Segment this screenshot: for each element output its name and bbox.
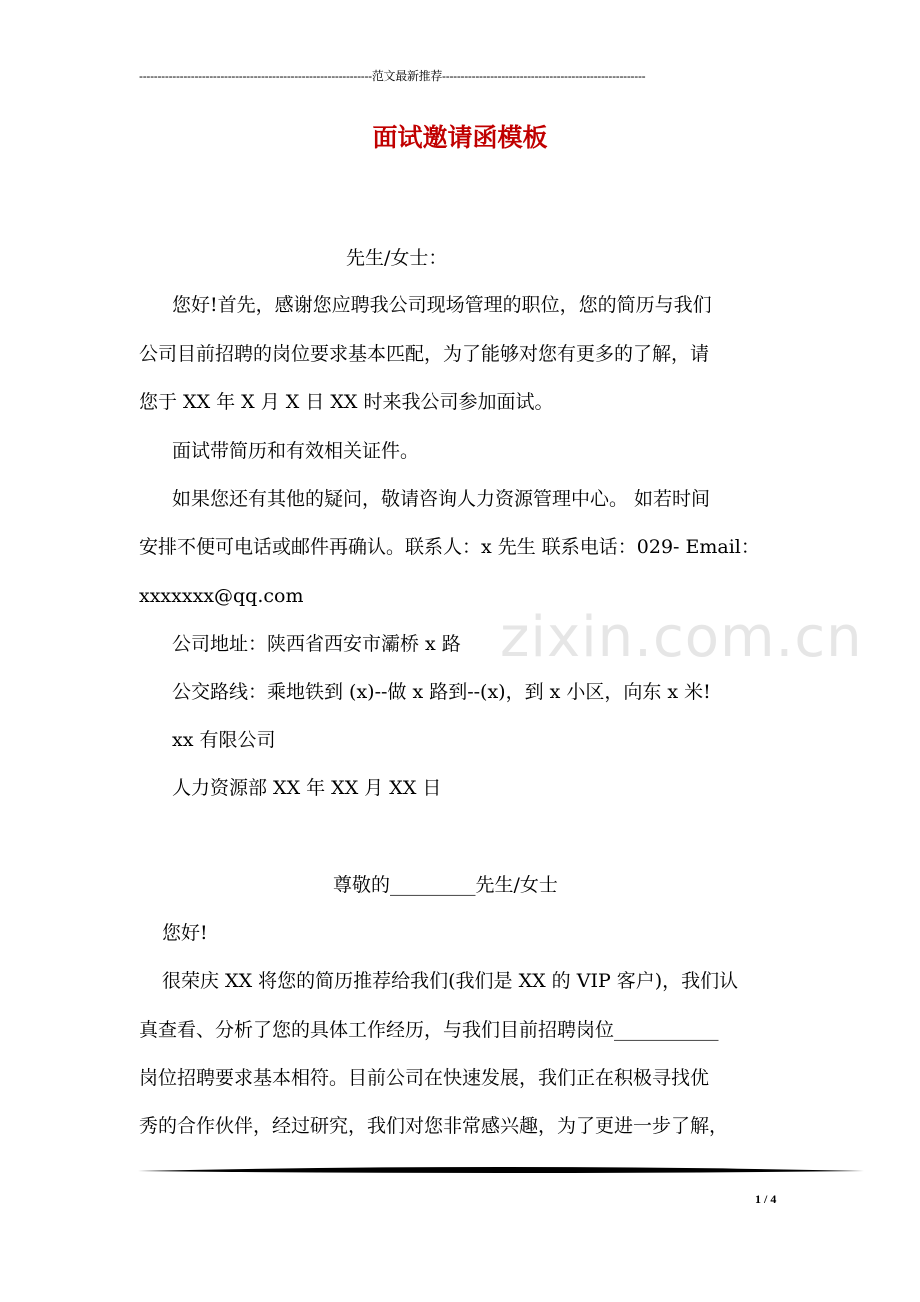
letter1-route: 公交路线：乘地铁到 (x)--做 x 路到--(x)，到 x 小区，向东 x 米! [172,681,711,703]
letter1-paragraph3-line1: 如果您还有其他的疑问，敬请咨询人力资源管理中心。 如若时间 [172,488,711,510]
letter2-greeting: 您好! [162,922,208,944]
letter2-line2: 真查看、分析了您的具体工作经历，与我们目前招聘岗位___________ [139,1019,719,1041]
letter2-line1: 很荣庆 XX 将您的简历推荐给我们(我们是 XX 的 VIP 客户)，我们认 [162,970,739,992]
letter1-paragraph3-line2: 安排不便可电话或邮件再确认。联系人：x 先生 联系电话：029- Email： [139,536,760,558]
letter1-address: 公司地址：陕西省西安市灞桥 x 路 [172,633,461,655]
letter1-company: xx 有限公司 [172,729,276,751]
letter1-salutation: 先生/女士： [346,247,448,269]
letter1-dept-date: 人力资源部 XX 年 XX 月 XX 日 [172,777,442,799]
page-number: 1 / 4 [755,1192,777,1206]
letter1-paragraph1-line1: 您好!首先，感谢您应聘我公司现场管理的职位，您的简历与我们 [172,294,712,316]
letter1-paragraph3-line3: xxxxxxx@qq.com [139,585,304,607]
letter1-paragraph1-line2: 公司目前招聘的岗位要求基本匹配，为了能够对您有更多的了解，请 [139,343,710,365]
letter2-line4: 秀的合作伙伴，经过研究，我们对您非常感兴趣，为了更进一步了解， [139,1115,729,1137]
letter1-paragraph2: 面试带简历和有效相关证件。 [172,440,420,462]
letter1-paragraph1-line3: 您于 XX 年 X 月 X 日 XX 时来我公司参加面试。 [139,391,554,413]
letter2-salutation: 尊敬的_________先生/女士 [333,874,558,896]
document-title: 面试邀请函模板 [372,123,548,152]
watermark: zixin.com.cn [500,605,863,670]
header-banner: ---------------------------------------------------------------范文最新推荐------------------------------------------------------- [139,69,646,83]
footer-rule [138,1165,864,1175]
letter2-line3: 岗位招聘要求基本相符。目前公司在快速发展，我们正在积极寻找优 [139,1067,710,1089]
